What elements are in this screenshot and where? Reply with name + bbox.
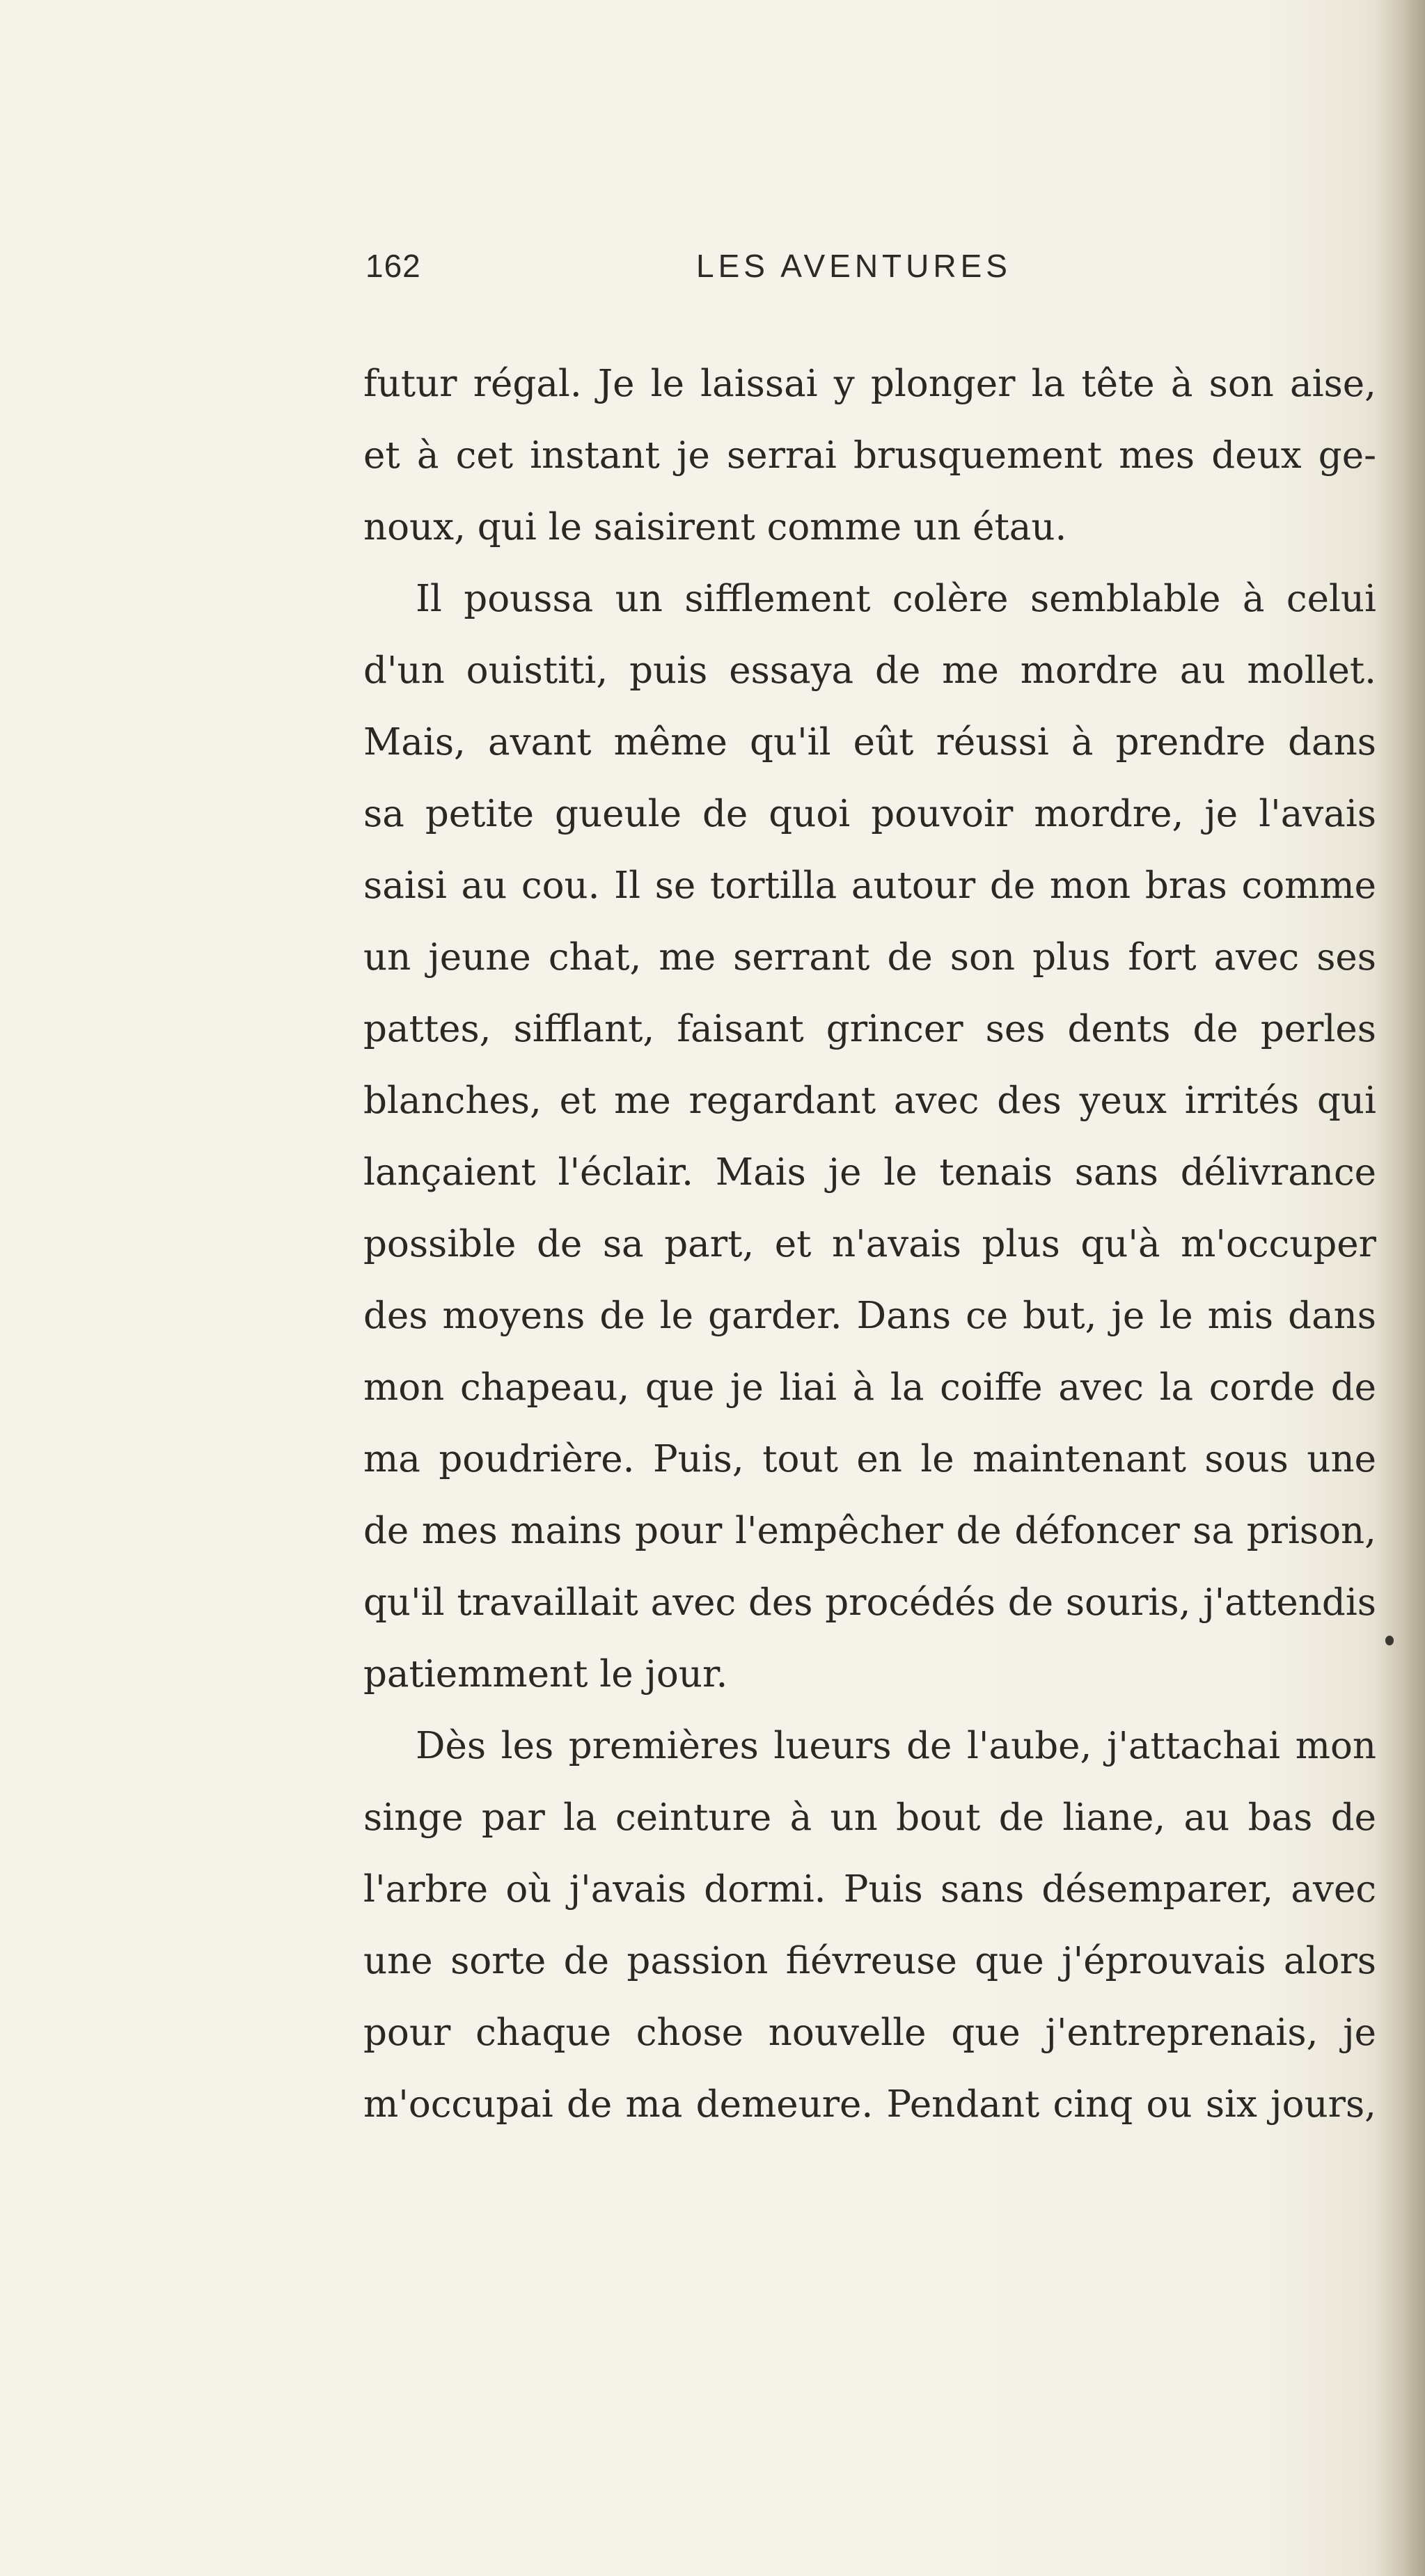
text-line: possible de sa part, et n'avais plus qu'à m'occuper: [363, 1223, 1376, 1265]
text-line: blanches, et me regardant avec des yeux irrités qui: [363, 1080, 1376, 1122]
text-line: futur régal. Je le laissai y plonger la tête à son aise,: [363, 363, 1376, 405]
text-line: lançaient l'éclair. Mais je le tenais sans délivrance: [363, 1151, 1376, 1194]
page-number: 162: [365, 248, 421, 284]
text-line: d'un ouistiti, puis essaya de me mordre au mollet.: [363, 649, 1376, 692]
text-line: pattes, sifflant, faisant grincer ses dents de perles: [363, 1008, 1376, 1050]
text-line: ma poudrière. Puis, tout en le maintenant sous une: [363, 1438, 1376, 1480]
text-line: un jeune chat, me serrant de son plus fort avec ses: [363, 936, 1376, 979]
running-title: LES AVENTURES: [696, 248, 1011, 284]
ink-speck: [1385, 1636, 1394, 1645]
text-line: de mes mains pour l'empêcher de défoncer sa prison,: [363, 1510, 1376, 1552]
text-line: une sorte de passion fiévreuse que j'éprouvais alors: [363, 1940, 1376, 1982]
text-line: qu'il travaillait avec des procédés de souris, j'attendis: [363, 1581, 1376, 1624]
text-line: mon chapeau, que je liai à la coiffe avec la corde de: [363, 1366, 1376, 1409]
page-gutter-shadow: [1376, 0, 1425, 2576]
running-header: [365, 247, 1354, 296]
text-line: singe par la ceinture à un bout de liane, au bas de: [363, 1796, 1376, 1839]
text-line: et à cet instant je serrai brusquement mes deux ge-: [363, 434, 1376, 477]
text-line: pour chaque chose nouvelle que j'entreprenais, je: [363, 2012, 1376, 2054]
text-line: patiemment le jour.: [363, 1653, 728, 1696]
body-text: [363, 348, 1376, 2140]
text-line: Dès les premières lueurs de l'aube, j'attachai mon: [416, 1725, 1376, 1767]
text-line: m'occupai de ma demeure. Pendant cinq ou six jours,: [363, 2083, 1376, 2126]
text-line: sa petite gueule de quoi pouvoir mordre, je l'avais: [363, 793, 1376, 835]
text-line: Mais, avant même qu'il eût réussi à prendre dans: [363, 721, 1376, 764]
text-line: Il poussa un sifflement colère semblable à celui: [416, 578, 1376, 620]
text-line: l'arbre où j'avais dormi. Puis sans désemparer, avec: [363, 1868, 1376, 1911]
text-line: saisi au cou. Il se tortilla autour de mon bras comme: [363, 864, 1376, 907]
text-line: noux, qui le saisirent comme un étau.: [363, 506, 1067, 548]
text-line: des moyens de le garder. Dans ce but, je le mis dans: [363, 1295, 1376, 1337]
